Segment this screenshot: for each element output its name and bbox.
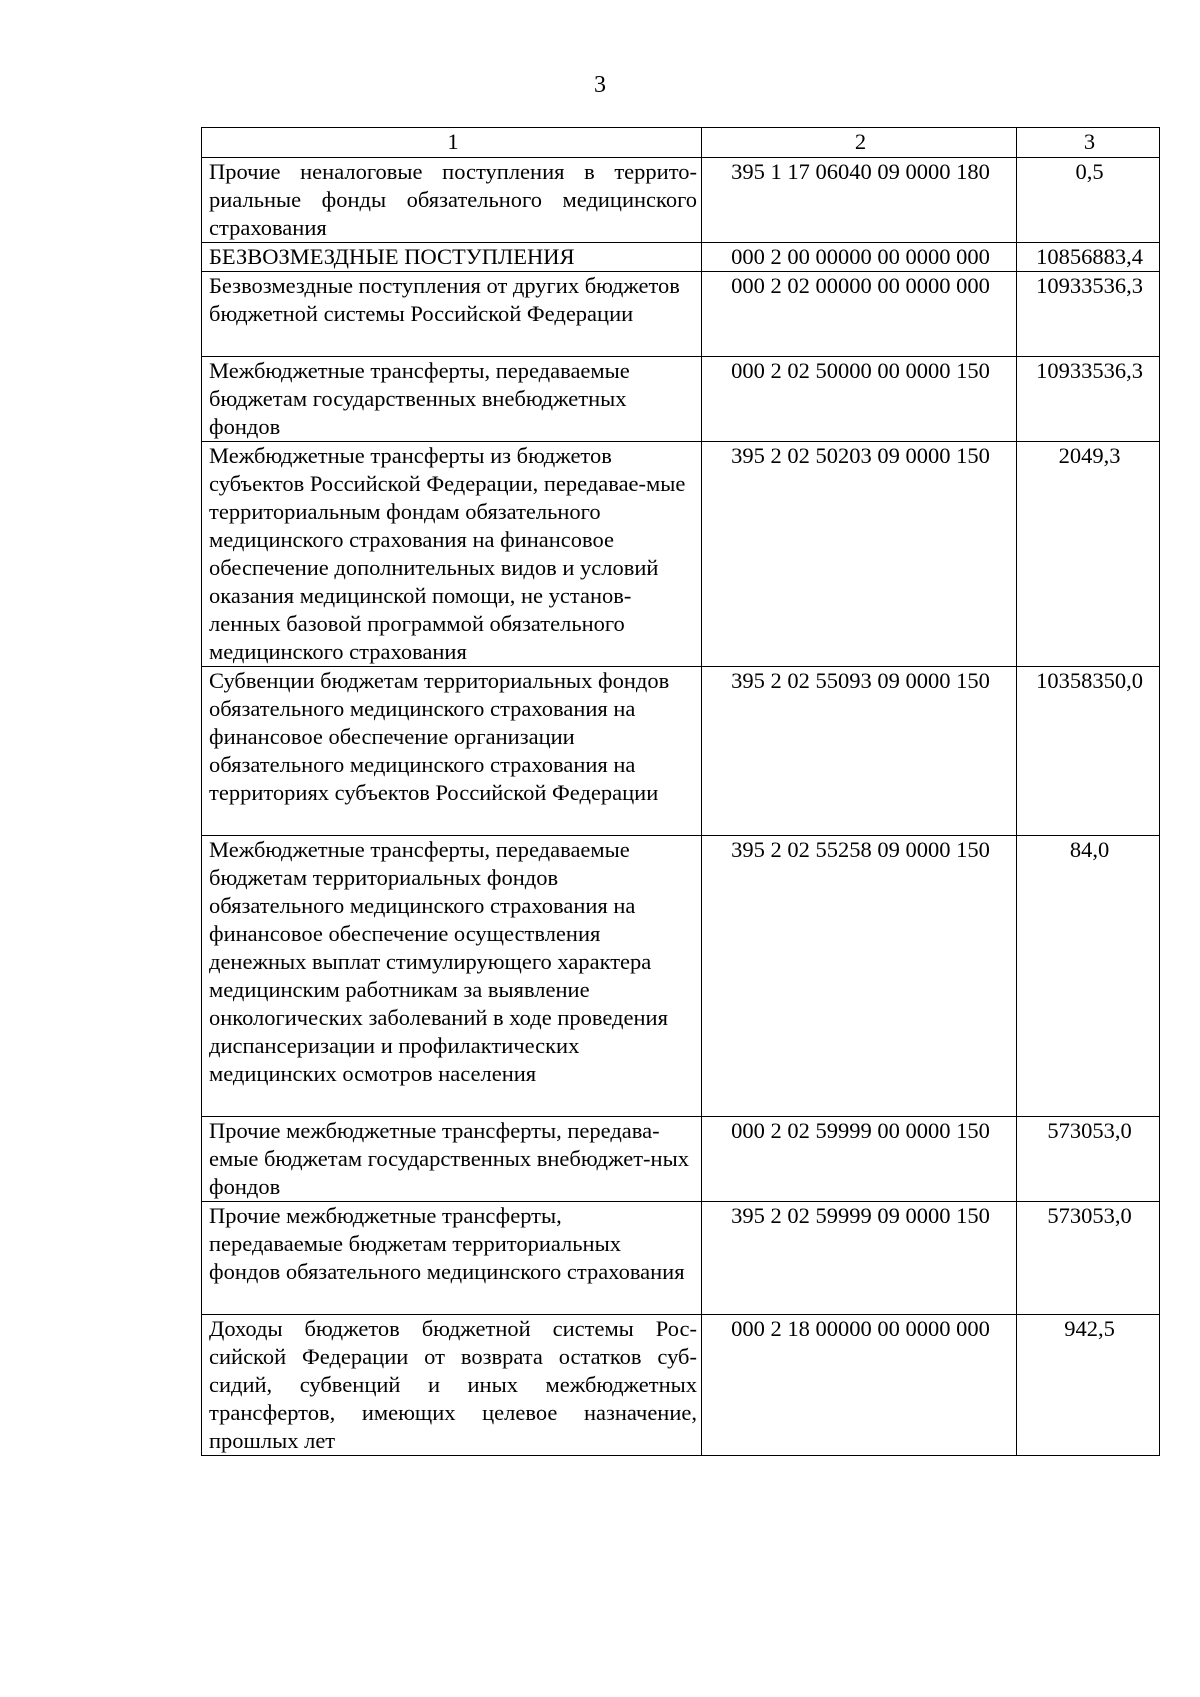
table-row (202, 667, 1160, 836)
table-row (202, 836, 1160, 1117)
table-row (202, 243, 1160, 272)
row-code: 000 2 02 50000 00 0000 150 (702, 357, 1017, 442)
column-header-3: 3 (1017, 128, 1160, 158)
table-row (202, 1315, 1160, 1456)
row-amount: 942,5 (1017, 1315, 1160, 1456)
row-code: 395 1 17 06040 09 0000 180 (702, 158, 1017, 243)
row-code: 395 2 02 50203 09 0000 150 (702, 442, 1017, 667)
row-amount: 573053,0 (1017, 1117, 1160, 1202)
row-name: Прочие неналоговые поступления в террито-риальные фонды обязательного медицинского страхования (202, 158, 702, 243)
row-code: 395 2 02 55258 09 0000 150 (702, 836, 1017, 1117)
table-row (202, 158, 1160, 243)
row-name: Межбюджетные трансферты, передаваемые бюджетам территориальных фондов обязательного медицинского страхования на финансовое обеспечение осуществления денежных выплат стимулирующего характера медицинским работникам за выявление онкологических заболеваний в ходе проведения диспансеризации и профилактических медицинских осмотров населения (202, 836, 702, 1117)
row-code: 000 2 02 59999 00 0000 150 (702, 1117, 1017, 1202)
row-amount: 84,0 (1017, 836, 1160, 1117)
row-amount: 2049,3 (1017, 442, 1160, 667)
row-name: Прочие межбюджетные трансферты, передава-емые бюджетам государственных внебюджет-ных фондов (202, 1117, 702, 1202)
row-code: 395 2 02 55093 09 0000 150 (702, 667, 1017, 836)
row-amount: 10933536,3 (1017, 357, 1160, 442)
row-name: БЕЗВОЗМЕЗДНЫЕ ПОСТУПЛЕНИЯ (202, 243, 702, 272)
page-number: 3 (594, 72, 606, 98)
row-amount: 10933536,3 (1017, 272, 1160, 357)
row-name: Межбюджетные трансферты, передаваемые бюджетам государственных внебюджетных фондов (202, 357, 702, 442)
table-row (202, 442, 1160, 667)
table-header-row (202, 128, 1160, 158)
table-row (202, 1117, 1160, 1202)
row-amount: 573053,0 (1017, 1202, 1160, 1315)
table-row (202, 1202, 1160, 1315)
table-row (202, 272, 1160, 357)
row-name: Доходы бюджетов бюджетной системы Рос-сийской Федерации от возврата остатков суб-сидий, субвенций и иных межбюджетных трансфертов, имеющих целевое назначение, прошлых лет (202, 1315, 702, 1456)
row-name: Безвозмездные поступления от других бюджетов бюджетной системы Российской Федерации (202, 272, 702, 357)
column-header-1: 1 (202, 128, 702, 158)
row-name: Субвенции бюджетам территориальных фондов обязательного медицинского страхования на финансовое обеспечение организации обязательного медицинского страхования на территориях субъектов Российской Федерации (202, 667, 702, 836)
row-amount: 10856883,4 (1017, 243, 1160, 272)
table-row (202, 357, 1160, 442)
row-amount: 10358350,0 (1017, 667, 1160, 836)
row-amount: 0,5 (1017, 158, 1160, 243)
row-code: 000 2 02 00000 00 0000 000 (702, 272, 1017, 357)
revenue-table (201, 127, 1160, 1456)
row-code: 395 2 02 59999 09 0000 150 (702, 1202, 1017, 1315)
row-name: Межбюджетные трансферты из бюджетов субъектов Российской Федерации, передавае-мые территориальным фондам обязательного медицинского страхования на финансовое обеспечение дополнительных видов и условий оказания медицинской помощи, не установ-ленных базовой программой обязательного медицинского страхования (202, 442, 702, 667)
column-header-2: 2 (702, 128, 1017, 158)
row-name: Прочие межбюджетные трансферты, передаваемые бюджетам территориальных фондов обязательного медицинского страхования (202, 1202, 702, 1315)
row-code: 000 2 00 00000 00 0000 000 (702, 243, 1017, 272)
row-code: 000 2 18 00000 00 0000 000 (702, 1315, 1017, 1456)
